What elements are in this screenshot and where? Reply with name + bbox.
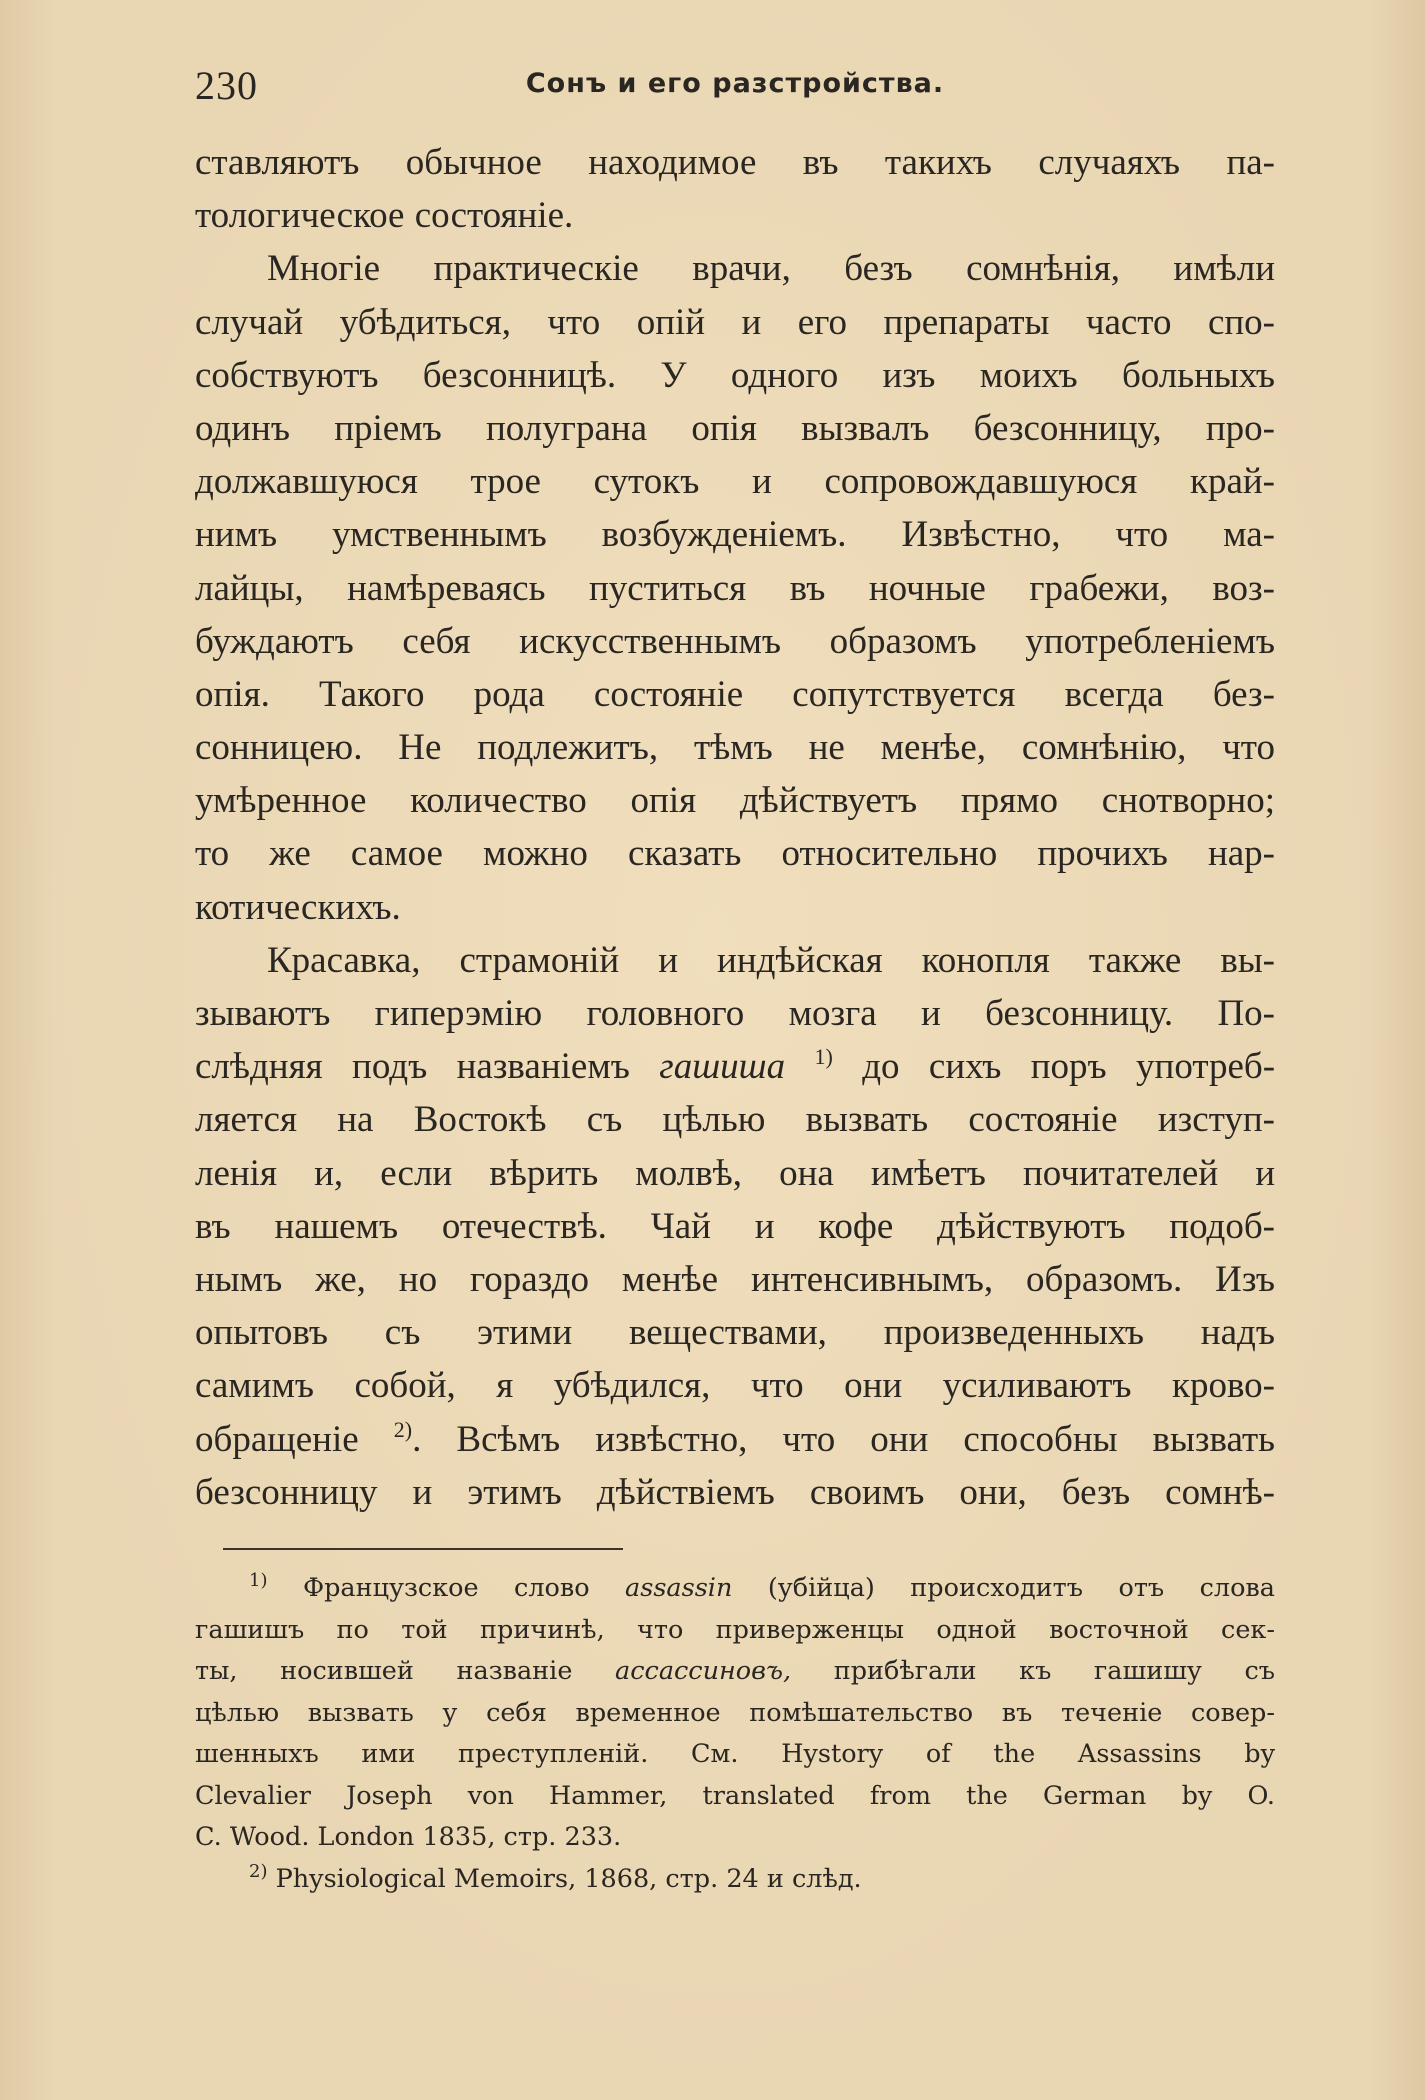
- text-line: нымъ же, но гораздо менѣе интенсивнымъ, образомъ. Изъ: [195, 1258, 1275, 1300]
- text-line: зываютъ гиперэмію головного мозга и безсонницу. По-: [195, 993, 1275, 1034]
- text-line: буждаютъ себя искусственнымъ образомъ употребленіемъ: [195, 620, 1275, 662]
- text-line: случай убѣдиться, что опій и его препараты часто спо-: [195, 301, 1275, 343]
- footnote-ref-2: 2): [393, 1416, 413, 1442]
- footnote-line: ты, носившей названіе ассассиновъ, прибѣгали къ гашишу съ: [195, 1656, 1276, 1686]
- text-line: тологическое состояніе.: [195, 195, 574, 237]
- text-line: слѣдняя подъ названіемъ гашиша $^{1)}$ до сихъ поръ употреб-: [195, 1044, 1276, 1088]
- footnote-1: $^{1)}$ Французское слово assassin (убійца) происходитъ отъ слова: [249, 1570, 1275, 1603]
- italic-term: гашиша: [659, 1046, 786, 1088]
- text-line: умѣренное количество опія дѣйствуетъ прямо снотворно;: [195, 780, 1275, 822]
- footnote-ref-1: 1): [814, 1044, 833, 1070]
- text-line: ставляютъ обычное находимое въ такихъ случаяхъ па-: [195, 142, 1275, 183]
- text-line: сонницею. Не подлежитъ, тѣмъ не менѣе, сомнѣнію, что: [195, 727, 1275, 769]
- text-line: нимъ умственнымъ возбужденіемъ. Извѣстно, что ма-: [195, 514, 1275, 556]
- text-line: одинъ пріемъ полуграна опія вызвалъ безсонницу, про-: [195, 407, 1275, 449]
- text-line: опытовъ съ этими веществами, произведенныхъ надъ: [195, 1312, 1275, 1354]
- footnote-line: C. Wood. London 1835, стр. 233.: [195, 1822, 622, 1852]
- running-title: Сонъ и его разстройства.: [525, 68, 945, 99]
- text-line: лайцы, намѣреваясь пуститься въ ночные грабежи, воз-: [195, 567, 1275, 609]
- text-line: ленія и, если вѣрить молвѣ, она имѣетъ почитателей и: [195, 1152, 1275, 1194]
- text-line: должавшуюся трое сутокъ и сопровождавшуюся край-: [195, 461, 1275, 503]
- footnote-line: цѣлью вызвать у себя временное помѣшательство въ теченіе совер-: [195, 1697, 1275, 1728]
- text-line: опія. Такого рода состояніе сопутствуется всегда без-: [195, 673, 1275, 715]
- footnotes: [195, 1568, 1275, 1900]
- paragraph-start: Многіе практическіе врачи, безъ сомнѣнія, имѣли: [267, 248, 1275, 290]
- main-text: [195, 136, 1275, 1519]
- text-line: собствуютъ безсонницѣ. У одного изъ моихъ больныхъ: [195, 354, 1275, 396]
- footnote-mark: 1): [249, 1570, 268, 1591]
- text-line: то же самое можно сказать относительно прочихъ нар-: [195, 833, 1275, 875]
- paragraph-start: Красавка, страмоній и индѣйская конопля также вы-: [267, 939, 1275, 981]
- page-number: 230: [195, 63, 258, 108]
- footnote-mark: 2): [249, 1860, 268, 1882]
- footnote-line: гашишъ по той причинѣ, что приверженцы одной восточной сек-: [195, 1614, 1275, 1645]
- text-line: въ нашемъ отечествѣ. Чай и кофе дѣйствуютъ подоб-: [195, 1205, 1275, 1247]
- footnote-line: Clevalier Joseph von Hammer, translated from the German by O.: [195, 1780, 1275, 1811]
- text-line: обращеніе $^{2)}$. Всѣмъ извѣстно, что они способны вызвать: [195, 1416, 1275, 1460]
- footnote-2: $^{2)}$ Physiological Memoirs, 1868, стр. 24 и слѣд.: [249, 1860, 862, 1894]
- text-line: безсонницу и этимъ дѣйствіемъ своимъ они, безъ сомнѣ-: [195, 1471, 1275, 1513]
- text-line: котическихъ.: [195, 886, 401, 928]
- footnote-divider: [223, 1548, 623, 1550]
- text-line: самимъ собой, я убѣдился, что они усиливаютъ крово-: [195, 1365, 1275, 1407]
- footnote-line: шенныхъ ими преступленій. См. Hystory of the Assassins by: [195, 1739, 1275, 1769]
- page-header: [195, 62, 1275, 122]
- text-line: ляется на Востокѣ съ цѣлью вызвать состояніе изступ-: [195, 1099, 1275, 1141]
